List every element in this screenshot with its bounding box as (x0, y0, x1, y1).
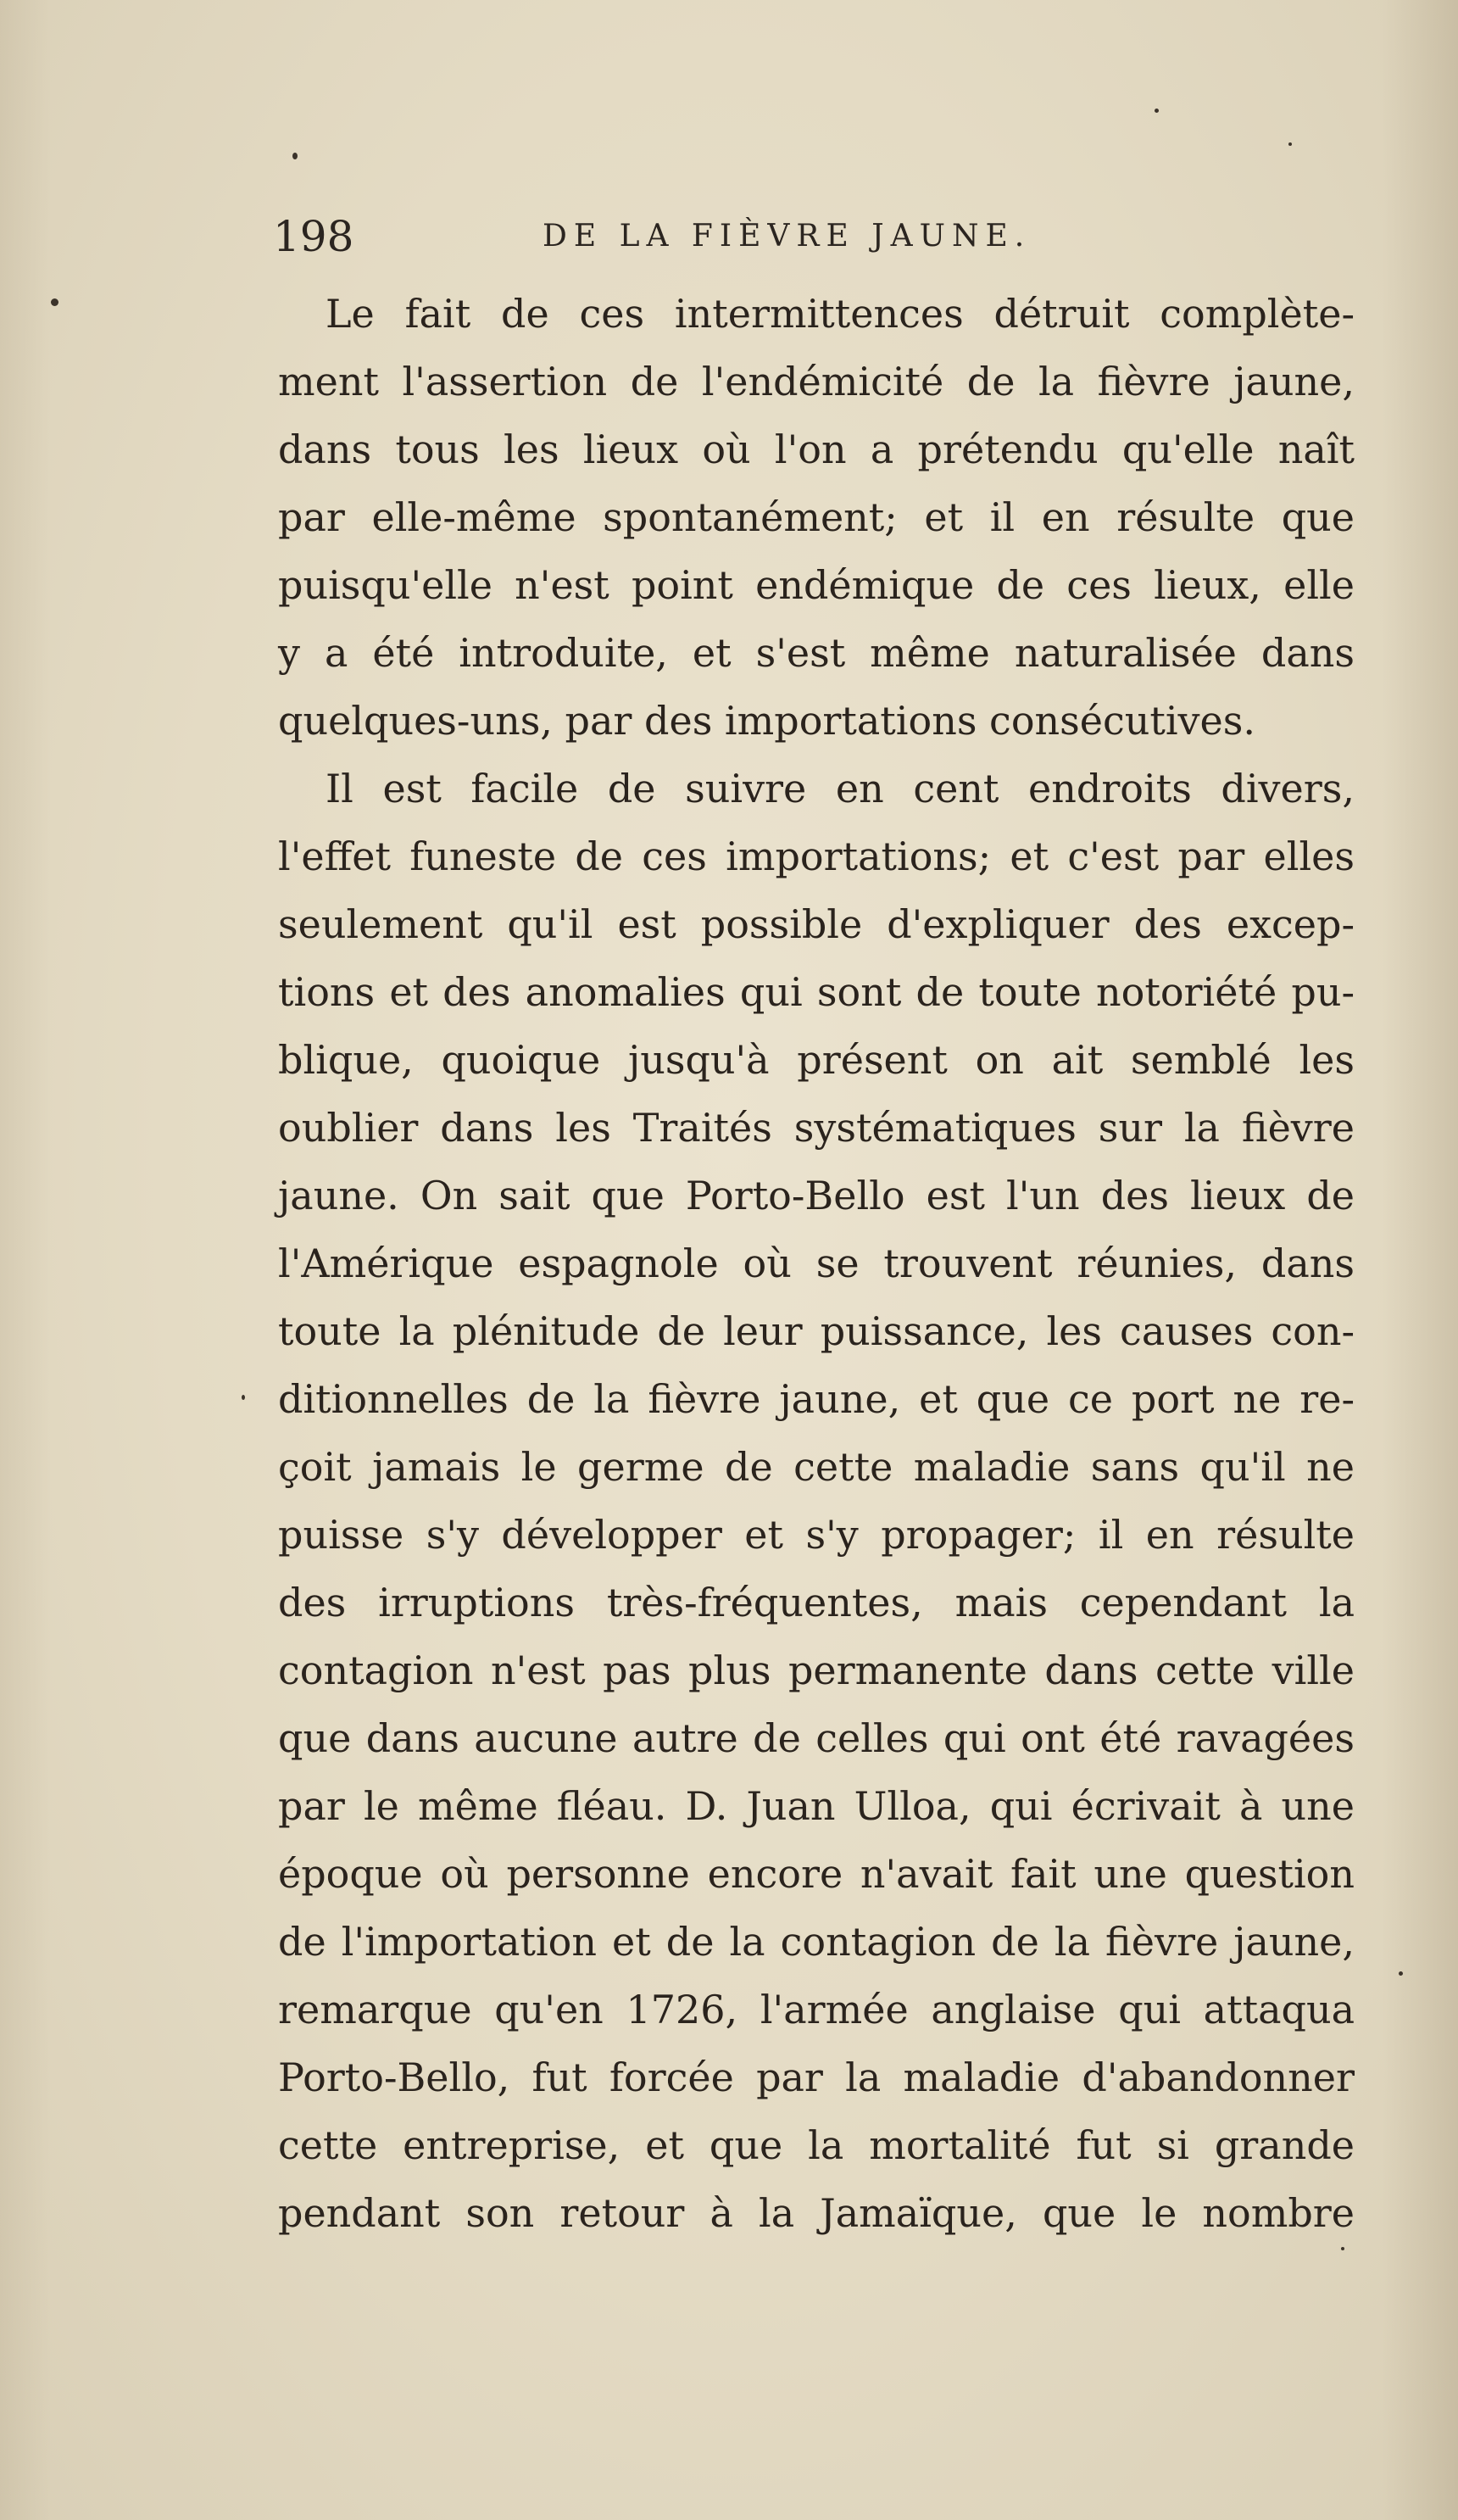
paper-speck (242, 1395, 245, 1400)
text-line: l'effet funeste de ces importations; et c'est par elles (278, 833, 1355, 879)
paper-speck (1288, 142, 1292, 146)
text-line: ment l'assertion de l'endémicité de la fièvre jaune, (278, 359, 1355, 404)
text-line: seulement qu'il est possible d'expliquer des excep- (278, 901, 1355, 947)
text-line: par elle-même spontanément; et il en résulte que (278, 494, 1355, 540)
text-line: Le fait de ces intermittences détruit complète- (326, 291, 1355, 337)
page-header (273, 207, 1070, 266)
text-line: ditionnelles de la fièvre jaune, et que ce port ne re- (278, 1376, 1355, 1422)
paper-speck (1341, 2247, 1344, 2250)
paper-speck (51, 298, 58, 306)
text-line: blique, quoique jusqu'à présent on ait semblé les (278, 1037, 1355, 1083)
page-number: 198 (273, 212, 354, 261)
text-line: l'Amérique espagnole où se trouvent réunies, dans (278, 1240, 1355, 1286)
text-line: époque où personne encore n'avait fait une question (278, 1851, 1355, 1897)
text-line: remarque qu'en 1726, l'armée anglaise qui attaqua (278, 1987, 1355, 2032)
text-line: puisse s'y développer et s'y propager; il en résulte (278, 1512, 1355, 1558)
text-line: çoit jamais le germe de cette maladie sans qu'il ne (278, 1444, 1355, 1490)
text-line: oublier dans les Traités systématiques sur la fièvre (278, 1105, 1355, 1151)
text-line: Il est facile de suivre en cent endroits divers, (326, 766, 1355, 811)
text-line: des irruptions très-fréquentes, mais cependant la (278, 1580, 1355, 1625)
text-line: dans tous les lieux où l'on a prétendu qu'elle naît (278, 427, 1355, 472)
text-line: tions et des anomalies qui sont de toute notoriété pu- (278, 969, 1355, 1015)
text-line: de l'importation et de la contagion de la fièvre jaune, (278, 1919, 1355, 1965)
running-head: DE LA FIÈVRE JAUNE. (543, 219, 1032, 254)
text-line: y a été introduite, et s'est même naturalisée dans (278, 630, 1355, 676)
text-line: que dans aucune autre de celles qui ont été ravagées (278, 1715, 1355, 1761)
text-line: toute la plénitude de leur puissance, les causes con- (278, 1308, 1355, 1354)
paper-speck (1399, 1971, 1403, 1976)
text-line: contagion n'est pas plus permanente dans cette ville (278, 1647, 1355, 1693)
paper-speck (1155, 109, 1159, 113)
text-line: jaune. On sait que Porto-Bello est l'un des lieux de (278, 1173, 1355, 1218)
text-line: quelques-uns, par des importations consécutives. (278, 698, 1255, 744)
text-line: Porto-Bello, fut forcée par la maladie d'abandonner (278, 2054, 1355, 2100)
text-line: pendant son retour à la Jamaïque, que le nombre (278, 2190, 1355, 2236)
text-line: cette entreprise, et que la mortalité fut si grande (278, 2122, 1355, 2168)
body-text (278, 280, 1355, 2247)
paper-speck (292, 153, 298, 159)
text-line: par le même fléau. D. Juan Ulloa, qui écrivait à une (278, 1783, 1355, 1829)
text-line: puisqu'elle n'est point endémique de ces lieux, elle (278, 562, 1355, 608)
